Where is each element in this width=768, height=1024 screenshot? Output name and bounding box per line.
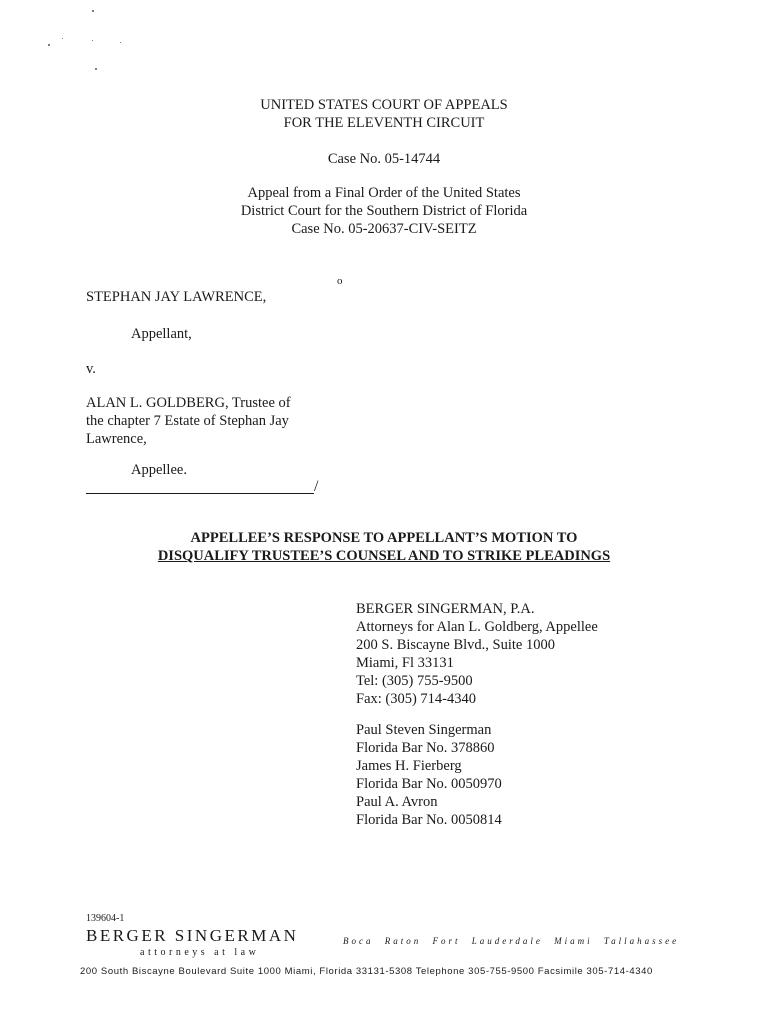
attorney-bar-number: Florida Bar No. 0050970 bbox=[356, 776, 502, 792]
appellee-block bbox=[86, 394, 291, 448]
appellee-role: Appellee. bbox=[131, 462, 187, 478]
counsel-role: Attorneys for Alan L. Goldberg, Appellee bbox=[356, 619, 598, 635]
caption-line bbox=[86, 493, 314, 494]
office-locations: Boca Raton Fort Lauderdale Miami Tallahassee bbox=[343, 936, 680, 946]
case-number-block bbox=[0, 150, 768, 168]
appellant-role: Appellant, bbox=[131, 326, 192, 342]
caption-slash: / bbox=[314, 478, 319, 495]
document-id: 139604-1 bbox=[86, 913, 125, 924]
title-line-2: DISQUALIFY TRUSTEE’S COUNSEL AND TO STRIKE PLEADINGS bbox=[157, 548, 611, 564]
counsel-tel: Tel: (305) 755-9500 bbox=[356, 673, 473, 689]
court-line-1: UNITED STATES COURT OF APPEALS bbox=[260, 97, 508, 113]
attorney-name: Paul Steven Singerman bbox=[356, 722, 492, 738]
appeal-line-3: Case No. 05-20637-CIV-SEITZ bbox=[291, 221, 477, 237]
scan-speck bbox=[92, 40, 93, 41]
document-title bbox=[0, 529, 768, 565]
firm-logo: BERGER SINGERMAN bbox=[86, 926, 299, 945]
case-number: Case No. 05-14744 bbox=[327, 151, 441, 167]
versus: v. bbox=[86, 361, 96, 377]
appeal-block bbox=[0, 184, 768, 238]
court-line-2: FOR THE ELEVENTH CIRCUIT bbox=[283, 115, 485, 131]
counsel-fax: Fax: (305) 714-4340 bbox=[356, 691, 477, 707]
scan-speck bbox=[62, 38, 63, 39]
attorney-name: Paul A. Avron bbox=[356, 794, 438, 810]
attorney-bar-number: Florida Bar No. 378860 bbox=[356, 740, 495, 756]
court-heading bbox=[0, 96, 768, 132]
scan-speck bbox=[95, 68, 97, 70]
title-line-1: APPELLEE’S RESPONSE TO APPELLANT’S MOTION TO bbox=[190, 530, 578, 546]
appeal-line-2: District Court for the Southern District of Florida bbox=[240, 203, 528, 219]
attorney-bar-number: Florida Bar No. 0050814 bbox=[356, 812, 502, 828]
attorney-list bbox=[356, 721, 502, 829]
counsel-address-2: Miami, Fl 33131 bbox=[356, 655, 454, 671]
counsel-firm: BERGER SINGERMAN, P.A. bbox=[356, 601, 535, 617]
appellee-line-2: the chapter 7 Estate of Stephan Jay bbox=[86, 413, 289, 429]
footer-address: 200 South Biscayne Boulevard Suite 1000 Miami, Florida 33131-5308 Telephone 305-755-9500 Facsimile 305-714-4340 bbox=[80, 966, 653, 977]
appellee-line-3: Lawrence, bbox=[86, 431, 147, 447]
appellee-line-1: ALAN L. GOLDBERG, Trustee of bbox=[86, 395, 291, 411]
scan-speck bbox=[92, 10, 94, 12]
scan-speck bbox=[120, 42, 121, 43]
counsel-address-1: 200 S. Biscayne Blvd., Suite 1000 bbox=[356, 637, 555, 653]
attorney-name: James H. Fierberg bbox=[356, 758, 462, 774]
scan-speck bbox=[48, 44, 50, 46]
firm-tagline: attorneys at law bbox=[140, 947, 260, 958]
counsel-block bbox=[356, 600, 598, 708]
stray-mark: o bbox=[337, 275, 343, 287]
appellant-name: STEPHAN JAY LAWRENCE, bbox=[86, 289, 267, 305]
appeal-line-1: Appeal from a Final Order of the United States bbox=[247, 185, 521, 201]
